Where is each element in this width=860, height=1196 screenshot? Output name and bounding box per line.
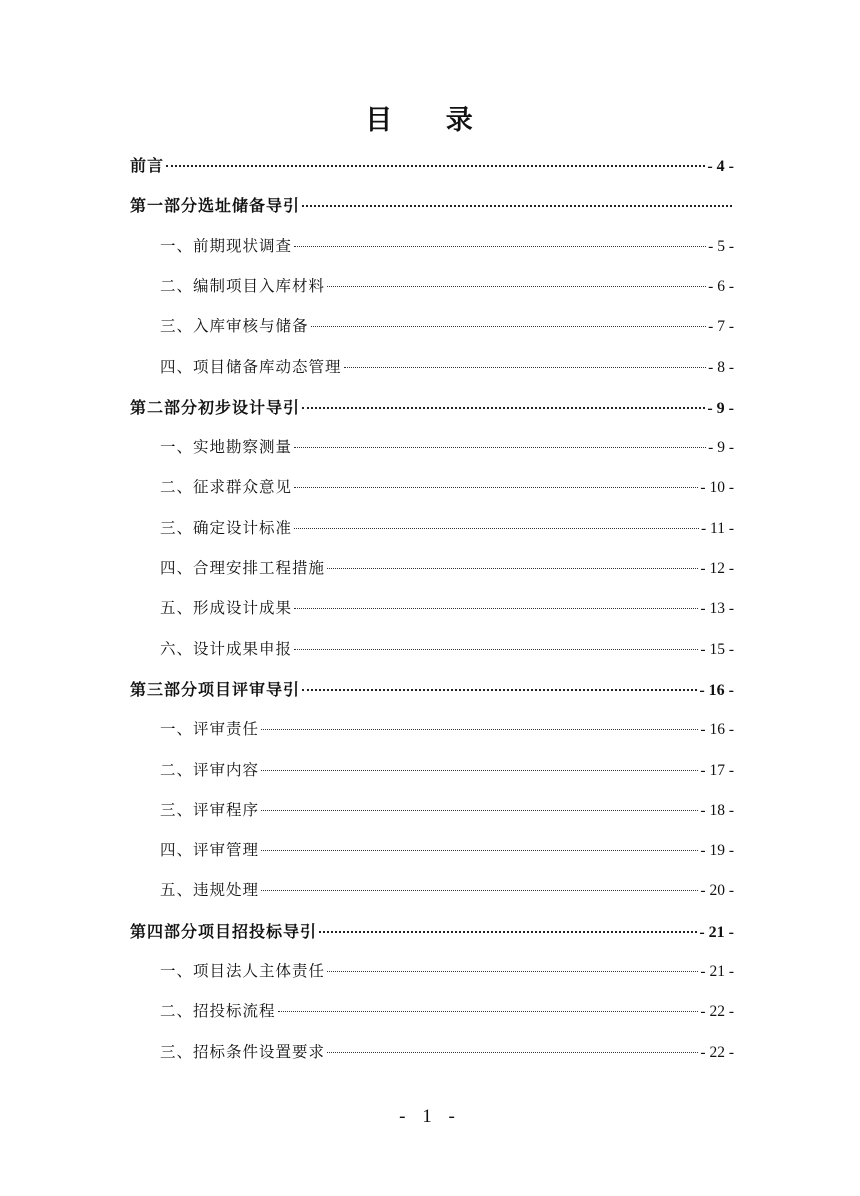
toc-subsection-entry[interactable] xyxy=(160,435,734,457)
toc-page-number: - 10 - xyxy=(700,479,734,497)
toc-page-number: - 21 - xyxy=(699,923,734,941)
toc-subsection-entry[interactable] xyxy=(160,596,734,618)
toc-entry-title: 二、编制项目入库材料 xyxy=(160,276,326,295)
toc-entry-title: 一、项目法人主体责任 xyxy=(160,962,326,980)
toc-dot-leader xyxy=(261,850,698,851)
toc-dot-leader xyxy=(294,487,698,488)
page-number-footer: - 1 - xyxy=(399,1106,461,1127)
toc-entry-title: 二、评审内容 xyxy=(160,760,260,779)
toc-entry-title: 一、评审责任 xyxy=(160,720,260,739)
toc-dot-leader xyxy=(294,528,699,529)
toc-subsection-entry[interactable] xyxy=(160,475,734,497)
toc-page-number: - 18 - xyxy=(700,801,734,819)
toc-section-entry[interactable] xyxy=(130,395,734,418)
toc-entry-title: 前言 xyxy=(130,156,165,175)
toc-section-entry[interactable] xyxy=(130,153,734,176)
toc-entry-title: 五、违规处理 xyxy=(160,881,260,900)
toc-dot-leader xyxy=(261,890,698,891)
toc-page-number: - 15 - xyxy=(700,640,734,658)
toc-page-number: - 9 - xyxy=(707,399,734,417)
toc-dot-leader xyxy=(278,1011,699,1012)
toc-page-number: - 22 - xyxy=(700,1003,734,1021)
toc-page-number: - 16 - xyxy=(699,681,734,699)
toc-entry-title: 第一部分选址储备导引 xyxy=(130,196,301,216)
toc-dot-leader xyxy=(166,165,705,167)
toc-dot-leader xyxy=(294,447,706,448)
toc-entry-title: 三、入库审核与储备 xyxy=(160,317,309,336)
toc-entry-title: 一、实地勘察测量 xyxy=(160,438,293,457)
toc-entry-title: 三、招标条件设置要求 xyxy=(160,1042,326,1061)
toc-dot-leader xyxy=(311,326,707,327)
toc-section-entry[interactable] xyxy=(130,677,734,700)
toc-entry-title: 一、前期现状调查 xyxy=(160,236,293,255)
toc-subsection-entry[interactable] xyxy=(160,959,734,981)
toc-page-number: - 8 - xyxy=(708,358,734,376)
toc-subsection-entry[interactable] xyxy=(160,556,734,578)
toc-subsection-entry[interactable] xyxy=(160,878,734,900)
toc-entry-title: 四、合理安排工程措施 xyxy=(160,559,326,577)
toc-subsection-entry[interactable] xyxy=(160,1040,734,1062)
toc-page-number: - 22 - xyxy=(700,1043,734,1061)
toc-subsection-entry[interactable] xyxy=(160,637,734,659)
toc-page-number: - 17 - xyxy=(700,761,734,779)
toc-subsection-entry[interactable] xyxy=(160,798,734,820)
toc-dot-leader xyxy=(327,971,698,972)
toc-dot-leader xyxy=(344,367,707,368)
toc-subsection-entry[interactable] xyxy=(160,838,734,860)
toc-dot-leader xyxy=(302,407,705,409)
toc-dot-leader xyxy=(327,1052,698,1053)
toc-entry-title: 三、评审程序 xyxy=(160,800,260,819)
toc-page-number: - 16 - xyxy=(700,721,734,739)
toc-entry-title: 三、确定设计标准 xyxy=(160,518,293,537)
toc-entry-title: 五、形成设计成果 xyxy=(160,599,293,618)
toc-page-number: - 21 - xyxy=(700,963,734,980)
toc-page-number: - 5 - xyxy=(708,237,734,255)
toc-page-number: - 11 - xyxy=(701,519,734,537)
toc-page-number: - 6 - xyxy=(708,277,734,295)
toc-dot-leader xyxy=(302,689,697,691)
toc-entry-title: 二、招投标流程 xyxy=(160,1002,276,1021)
toc-dot-leader xyxy=(261,810,698,811)
toc-subsection-entry[interactable] xyxy=(160,314,734,336)
toc-page-number: - 4 - xyxy=(707,158,734,175)
toc-entry-title: 第三部分项目评审导引 xyxy=(130,679,301,699)
toc-subsection-entry[interactable] xyxy=(160,355,734,377)
toc-entry-title: 第四部分项目招投标导引 xyxy=(130,921,318,941)
toc-entry-title: 六、设计成果申报 xyxy=(160,639,293,658)
toc-subsection-entry[interactable] xyxy=(160,999,734,1021)
toc-subsection-entry[interactable] xyxy=(160,274,734,296)
toc-dot-leader xyxy=(261,729,698,730)
toc-entry-title: 四、项目储备库动态管理 xyxy=(160,357,342,376)
toc-subsection-entry[interactable] xyxy=(160,234,734,256)
toc-page-number: - 7 - xyxy=(708,318,734,336)
toc-subsection-entry[interactable] xyxy=(160,516,734,538)
toc-entry-title: 二、征求群众意见 xyxy=(160,478,293,497)
toc-page-number: - 9 - xyxy=(708,439,734,457)
toc-dot-leader xyxy=(261,770,698,771)
toc-dot-leader xyxy=(327,568,698,569)
toc-dot-leader xyxy=(294,608,698,609)
toc-dot-leader xyxy=(294,246,706,247)
toc-dot-leader xyxy=(302,205,732,207)
toc-dot-leader xyxy=(327,286,706,287)
toc-dot-leader xyxy=(294,649,698,650)
toc-entry-title: 四、评审管理 xyxy=(160,841,260,860)
toc-subsection-entry[interactable] xyxy=(160,717,734,739)
toc-page-number: - 12 - xyxy=(700,560,734,577)
toc-page-number: - 20 - xyxy=(700,882,734,900)
toc-title: 目 录 xyxy=(365,105,495,136)
toc-section-entry[interactable] xyxy=(130,193,734,216)
toc-dot-leader xyxy=(319,931,697,933)
toc-subsection-entry[interactable] xyxy=(160,758,734,780)
toc-page-number: - 19 - xyxy=(700,842,734,860)
toc-page-number: - 13 - xyxy=(700,600,734,618)
toc-section-entry[interactable] xyxy=(130,919,734,942)
toc-entry-title: 第二部分初步设计导引 xyxy=(130,397,301,417)
